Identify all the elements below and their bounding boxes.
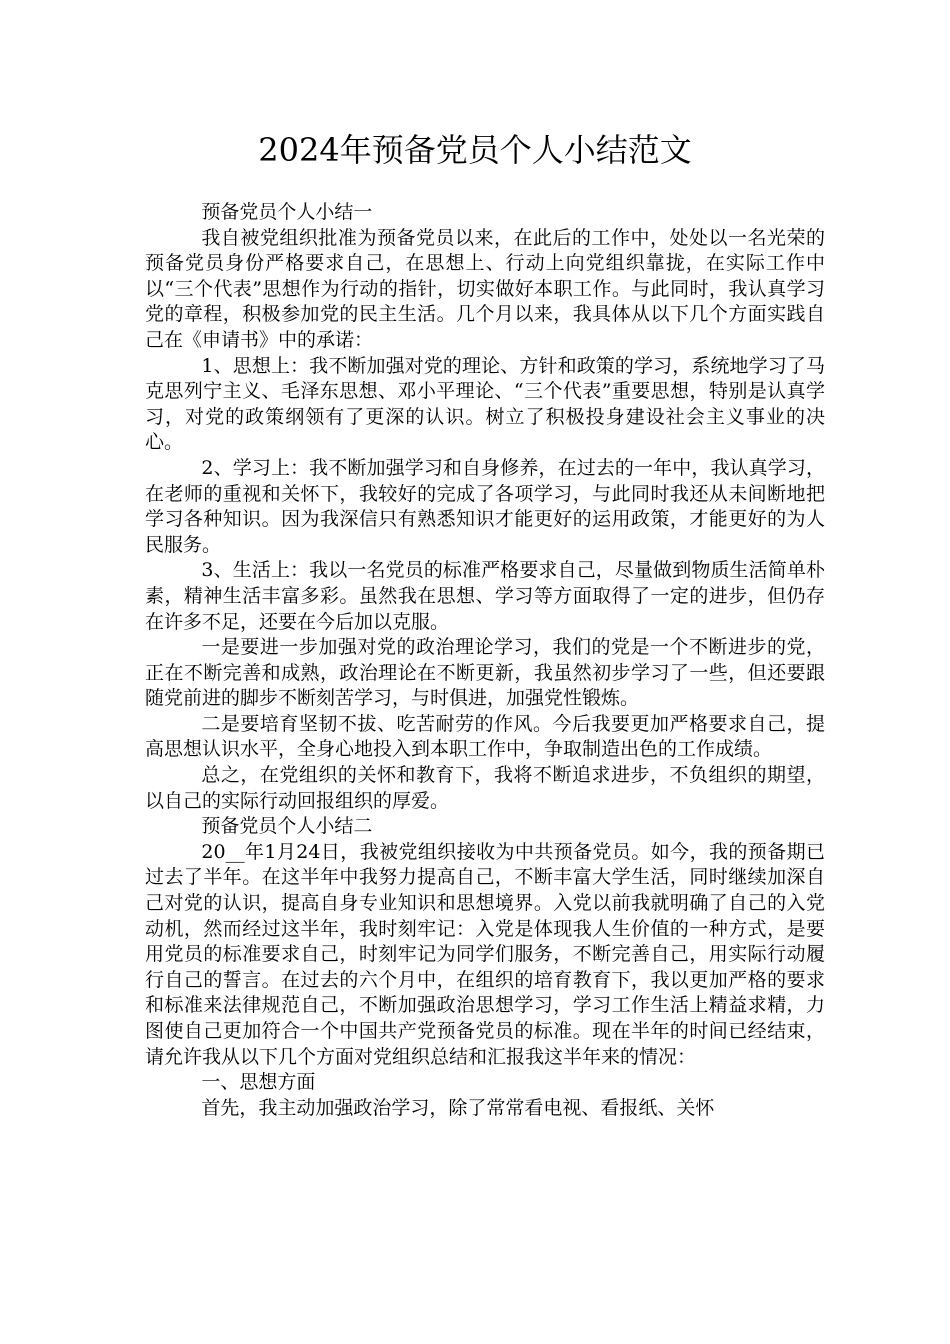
subheading-thought: 一、思想方面 — [201, 1071, 316, 1094]
paragraph-point-two: 二是要培育坚韧不拔、吃苦耐劳的作风。今后我要更加严格要求自己，提高思想认识水平，全身心地投入到本职工作中，争取制造出色的工作成绩。 — [145, 712, 825, 761]
paragraph-conclusion: 总之，在党组织的关怀和教育下，我将不断追求进步，不负组织的期望，以自己的实际行动回报组织的厚爱。 — [145, 764, 825, 812]
paragraph-life: 3、生活上：我以一名党员的标准严格要求自己，尽量做到物质生活简单朴素，精神生活丰富多彩。虽然我在思想、学习等方面取得了一定的进步，但仍存在许多不足，还要在今后加以克服。 — [145, 559, 825, 633]
paragraph-intro: 我自被党组织批准为预备党员以来，在此后的工作中，处处以一名光荣的预备党员身份严格要求自己，在思想上、行动上向党组织靠拢，在实际工作中以“三个代表”思想作为行动的指针，切实做好本职工作。与此同时，我认真学习党的章程，积极参加党的民主生活。几个月以来，我具体从以下几个方面实践自己在《申请书》中的承诺： — [145, 226, 825, 351]
section-heading-2: 预备党员个人小结二 — [201, 815, 373, 838]
paragraph-point-one: 一是要进一步加强对党的政治理论学习，我们的党是一个不断进步的党，正在不断完善和成熟，政治理论在不断更新，我虽然初步学习了一些，但还要跟随党前进的脚步不断刻苦学习，与时俱进，加强党性锻炼。 — [145, 636, 825, 710]
document-body — [145, 200, 825, 1121]
paragraph-study: 2、学习上：我不断加强学习和自身修养，在过去的一年中，我认真学习，在老师的重视和关怀下，我较好的完成了各项学习，与此同时我还从未间断地把学习各种知识。因为我深信只有熟悉知识才能更好的运用政策，才能更好的为人民服务。 — [145, 456, 825, 556]
section-heading-1: 预备党员个人小结一 — [201, 201, 373, 223]
document-title: 2024年预备党员个人小结范文 — [258, 131, 692, 169]
paragraph-thought: 1、思想上：我不断加强对党的理论、方针和政策的学习，系统地学习了马克思列宁主义、毛泽东思想、邓小平理论、“三个代表”重要思想，特别是认真学习，对党的政策纲领有了更深的认识。树立了积极投身建设社会主义事业的决心。 — [145, 354, 825, 454]
paragraph-summary-two: 20__年1月24日，我被党组织接收为中共预备党员。如今，我的预备期已过去了半年。在这半年中我努力提高自己，不断丰富大学生活，同时继续加深自己对党的认识，提高自身专业知识和思想境界。入党以前我就明确了自己的入党动机，然而经过这半年，我时刻牢记：入党是体现我人生价值的一种方式，是要用党员的标准要求自己，时刻牢记为同学们服务，不断完善自己，用实际行动履行自己的誓言。在过去的六个月中，在组织的培育教育下，我以更加严格的要求和标准来法律规范自己，不断加强政治思想学习，学习工作生活上精益求精，力图使自己更加符合一个中国共产党预备党员的标准。现在半年的时间已经结束，请允许我从以下几个方面对党组织总结和汇报我这半年来的情况： — [145, 840, 825, 1068]
paragraph-first: 首先，我主动加强政治学习，除了常常看电视、看报纸、关怀 — [201, 1096, 715, 1119]
